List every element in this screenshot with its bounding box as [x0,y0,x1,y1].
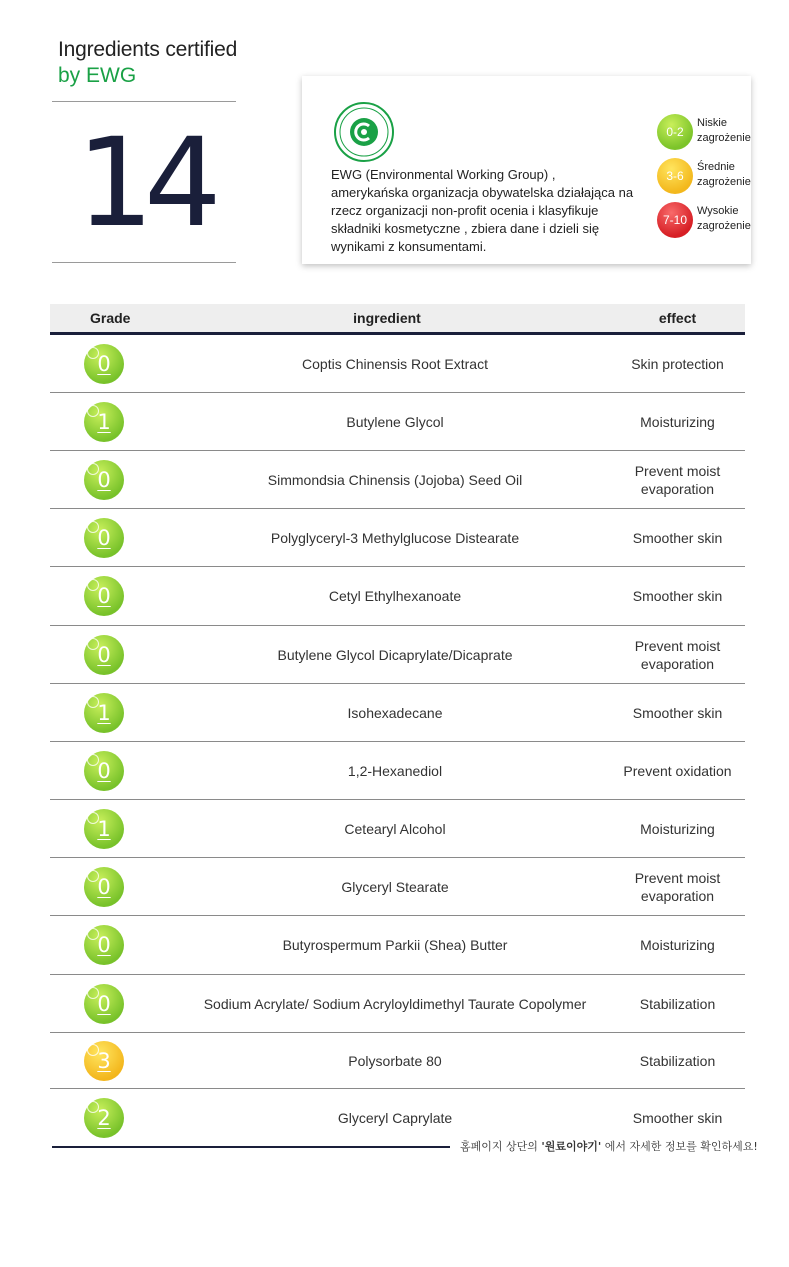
grade-value: 0 [97,643,111,667]
ingredient-effect: Stabilization [639,996,716,1012]
legend-label-medium: Średnie zagrożenie [697,161,751,188]
title-block [58,38,237,88]
ewg-description: EWG (Environmental Working Group) , amerykańska organizacja obywatelska działająca na rzecz organizacji non-profit ocenia i klasyfikuje składniki kosmetyczne , zbiera dane i dzieli się wynikami z konsumentami. [331,167,634,254]
legend-medium [657,158,757,198]
grade-value: 0 [97,468,111,492]
ingredient-effect: Stabilization [639,1053,716,1069]
table-row [50,684,745,742]
legend-badge-low: 0-2 [657,114,693,150]
ewg-info-card [302,76,751,264]
legend-label-low: Niskie zagrożenie [697,117,751,144]
table-row [50,567,745,626]
column-header-grade: Grade [90,310,131,326]
legend-high [657,202,757,242]
grade-badge [84,925,124,965]
footer-text-bold: '원료이야기' [541,1140,602,1153]
grade-badge [84,867,124,907]
footer-note [460,1138,758,1154]
grade-value: 1 [97,410,111,434]
page-subtitle: by EWG [58,64,137,87]
ingredient-effect: Prevent moist evaporation [634,638,721,672]
ingredient-name: 1,2-Hexanediol [347,763,443,779]
ingredient-name: Butylene Glycol Dicaprylate/Dicaprate [277,647,513,663]
table-row [50,336,745,393]
table-row [50,742,745,800]
grade-value: 0 [97,992,111,1016]
grade-badge [84,344,124,384]
grade-badge [84,693,124,733]
ingredient-name: Glyceryl Stearate [341,879,449,895]
ingredient-name: Simmondsia Chinensis (Jojoba) Seed Oil [267,472,523,488]
grade-value: 0 [97,584,111,608]
ingredient-name: Isohexadecane [347,705,443,721]
ingredient-name: Polyglyceryl-3 Methylglucose Distearate [270,530,520,546]
ingredient-name: Butyrospermum Parkii (Shea) Butter [282,937,508,953]
legend-badge-high: 7-10 [657,202,693,238]
ingredient-name: Cetearyl Alcohol [344,821,446,837]
grade-value: 0 [97,933,111,957]
page-title: Ingredients certified [58,38,238,61]
ingredient-effect: Smoother skin [632,530,723,546]
grade-value: 1 [97,701,111,725]
column-header-effect: effect [658,310,697,326]
ewg-verified-logo [333,101,395,163]
ingredient-name: Sodium Acrylate/ Sodium Acryloyldimethyl Taurate Copolymer [203,996,587,1012]
ingredient-name: Coptis Chinensis Root Extract [302,356,488,372]
grade-badge [84,402,124,442]
ingredient-name: Polysorbate 80 [348,1053,442,1069]
ingredient-effect: Prevent moist evaporation [634,870,721,904]
ingredient-effect: Skin protection [631,356,724,372]
grade-value: 0 [97,526,111,550]
grade-value: 0 [97,759,111,783]
grade-badge [84,1041,124,1081]
grade-value: 1 [97,817,111,841]
footer-text-after: 에서 자세한 정보를 확인하세요! [601,1140,758,1153]
table-row [50,1033,745,1089]
column-header-ingredient: ingredient [353,310,421,326]
ingredient-name: Butylene Glycol [346,414,444,430]
ingredient-name: Glyceryl Caprylate [337,1110,453,1126]
legend-low [657,114,757,154]
table-row [50,800,745,858]
ingredient-effect: Moisturizing [640,937,715,953]
table-header [50,304,745,335]
grade-value: 0 [97,875,111,899]
grade-value: 2 [97,1106,111,1130]
grade-badge [84,576,124,616]
table-row [50,858,745,916]
divider [52,262,236,263]
ingredient-effect: Smoother skin [632,588,723,604]
grade-badge [84,809,124,849]
table-row [50,626,745,684]
table-row [50,451,745,509]
ingredient-effect: Prevent oxidation [623,763,732,779]
ingredient-effect: Smoother skin [632,705,723,721]
footer-divider [52,1146,450,1148]
grade-badge [84,1098,124,1138]
grade-badge [84,984,124,1024]
grade-value: 0 [97,352,111,376]
ingredient-name: Cetyl Ethylhexanoate [328,588,462,604]
ingredient-effect: Smoother skin [632,1110,723,1126]
table-row [50,975,745,1033]
grade-badge [84,635,124,675]
footer-text-before: 홈페이지 상단의 [460,1140,542,1153]
table-row [50,393,745,451]
table-row [50,509,745,567]
ingredient-effect: Moisturizing [640,821,715,837]
grade-badge [84,460,124,500]
grade-value: 3 [97,1049,111,1073]
ingredient-count: 14 [76,112,212,254]
legend-badge-medium: 3-6 [657,158,693,194]
grade-badge [84,518,124,558]
table-row [50,916,745,975]
ingredient-effect: Prevent moist evaporation [634,463,721,497]
divider [52,101,236,102]
grade-badge [84,751,124,791]
legend-label-high: Wysokie zagrożenie [697,205,751,232]
ingredient-effect: Moisturizing [640,414,715,430]
